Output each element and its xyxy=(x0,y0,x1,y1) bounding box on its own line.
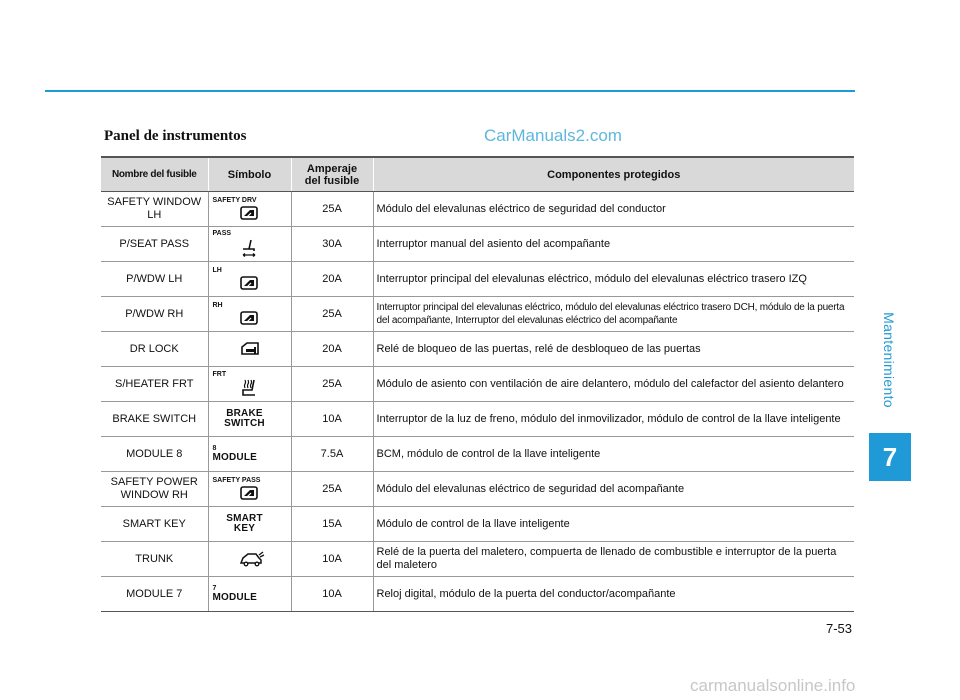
header-name: Nombre del fusible xyxy=(101,157,208,192)
fuse-name: P/WDW LH xyxy=(101,262,208,297)
symbol-label: FRT xyxy=(212,371,227,378)
fuse-symbol xyxy=(208,262,291,297)
symbol-label: RH xyxy=(212,302,223,309)
page-number: 7-53 xyxy=(826,621,853,636)
table-row xyxy=(101,402,854,437)
fuse-name: BRAKE SWITCH xyxy=(101,402,208,437)
fuse-components: Interruptor de la luz de freno, módulo del inmovilizador, módulo de control de la llave inteligente xyxy=(373,402,854,437)
symbol-label: 7 xyxy=(212,585,217,592)
table-header-row xyxy=(101,157,854,192)
fuse-components: BCM, módulo de control de la llave inteligente xyxy=(373,437,854,472)
power-seat-icon xyxy=(239,238,259,258)
symbol-text-line2: SWITCH xyxy=(224,418,265,429)
window-switch-icon xyxy=(239,485,259,501)
symbol-label: SAFETY PASS xyxy=(212,477,261,484)
fuse-amperage: 20A xyxy=(291,262,373,297)
fuse-components: Módulo del elevalunas eléctrico de seguridad del conductor xyxy=(373,192,854,227)
fuse-name: P/WDW RH xyxy=(101,297,208,332)
fuse-symbol xyxy=(208,507,291,542)
fuse-components: Relé de bloqueo de las puertas, relé de desbloqueo de las puertas xyxy=(373,332,854,367)
table-row xyxy=(101,262,854,297)
fuse-name: P/SEAT PASS xyxy=(101,227,208,262)
fuse-amperage: 20A xyxy=(291,332,373,367)
fuse-name: SAFETY WINDOW LH xyxy=(101,192,208,227)
header-amperage: Amperaje del fusible xyxy=(291,157,373,192)
fuse-amperage: 25A xyxy=(291,472,373,507)
table-row xyxy=(101,297,854,332)
table-row xyxy=(101,577,854,612)
table-row xyxy=(101,542,854,577)
table-row xyxy=(101,472,854,507)
fuse-amperage: 10A xyxy=(291,402,373,437)
fuse-name: MODULE 8 xyxy=(101,437,208,472)
fuse-symbol xyxy=(208,367,291,402)
chapter-tab: 7 xyxy=(869,433,911,481)
symbol-text-line2: KEY xyxy=(233,523,256,534)
door-lock-icon xyxy=(239,341,261,357)
symbol-label: LH xyxy=(212,267,222,274)
fuse-components: Interruptor principal del elevalunas eléctrico, módulo del elevalunas eléctrico trasero DCH, módulo de la puerta del acompañante, Interruptor del elevalunas eléctrico del acompañante xyxy=(373,297,854,332)
fuse-components: Interruptor manual del asiento del acompañante xyxy=(373,227,854,262)
symbol-label: SAFETY DRV xyxy=(212,197,257,204)
table-row xyxy=(101,507,854,542)
header-components: Componentes protegidos xyxy=(373,157,854,192)
footer-watermark: carmanualsonline.info xyxy=(690,676,856,695)
fuse-name: MODULE 7 xyxy=(101,577,208,612)
table-row xyxy=(101,227,854,262)
fuse-symbol xyxy=(208,297,291,332)
table-row xyxy=(101,367,854,402)
fuse-components: Reloj digital, módulo de la puerta del conductor/acompañante xyxy=(373,577,854,612)
fuse-symbol xyxy=(208,472,291,507)
fuse-amperage: 10A xyxy=(291,577,373,612)
fuse-name: TRUNK xyxy=(101,542,208,577)
fuse-name: SMART KEY xyxy=(101,507,208,542)
fuse-amperage: 25A xyxy=(291,192,373,227)
symbol-text-line1: MODULE xyxy=(212,452,258,463)
symbol-text-line1: BRAKE xyxy=(226,408,263,419)
symbol-label: PASS xyxy=(212,230,232,237)
symbol-text-line1: MODULE xyxy=(212,592,258,603)
fuse-name: SAFETY POWER WINDOW RH xyxy=(101,472,208,507)
fuse-name: DR LOCK xyxy=(101,332,208,367)
fuse-symbol xyxy=(208,437,291,472)
seat-heater-icon xyxy=(239,379,259,397)
fuse-amperage: 7.5A xyxy=(291,437,373,472)
table-row xyxy=(101,437,854,472)
fuse-components: Interruptor principal del elevalunas eléctrico, módulo del elevalunas eléctrico trasero IZQ xyxy=(373,262,854,297)
fuse-components: Módulo de control de la llave inteligente xyxy=(373,507,854,542)
fuse-components: Módulo de asiento con ventilación de aire delantero, módulo del calefactor del asiento delantero xyxy=(373,367,854,402)
fuse-name: S/HEATER FRT xyxy=(101,367,208,402)
symbol-label: 8 xyxy=(212,445,217,452)
fuse-table xyxy=(101,156,854,612)
fuse-amperage: 25A xyxy=(291,297,373,332)
table-row xyxy=(101,332,854,367)
fuse-amperage: 25A xyxy=(291,367,373,402)
fuse-symbol xyxy=(208,192,291,227)
fuse-symbol xyxy=(208,402,291,437)
header-symbol: Símbolo xyxy=(208,157,291,192)
top-rule xyxy=(45,90,855,92)
table-row xyxy=(101,192,854,227)
window-switch-icon xyxy=(239,310,259,326)
fuse-components: Módulo del elevalunas eléctrico de seguridad del acompañante xyxy=(373,472,854,507)
window-switch-icon xyxy=(239,205,259,221)
fuse-amperage: 30A xyxy=(291,227,373,262)
fuse-symbol xyxy=(208,332,291,367)
watermark: CarManuals2.com xyxy=(484,126,622,145)
section-title: Panel de instrumentos xyxy=(104,128,247,144)
window-switch-icon xyxy=(239,275,259,291)
symbol-text-line1: SMART xyxy=(226,513,263,524)
fuse-symbol xyxy=(208,227,291,262)
fuse-amperage: 15A xyxy=(291,507,373,542)
fuse-symbol xyxy=(208,577,291,612)
trunk-icon xyxy=(239,551,265,567)
fuse-components: Relé de la puerta del maletero, compuerta de llenado de combustible e interruptor de la puerta del maletero xyxy=(373,542,854,577)
fuse-symbol xyxy=(208,542,291,577)
side-chapter-label: Mantenimiento xyxy=(881,312,898,408)
fuse-amperage: 10A xyxy=(291,542,373,577)
